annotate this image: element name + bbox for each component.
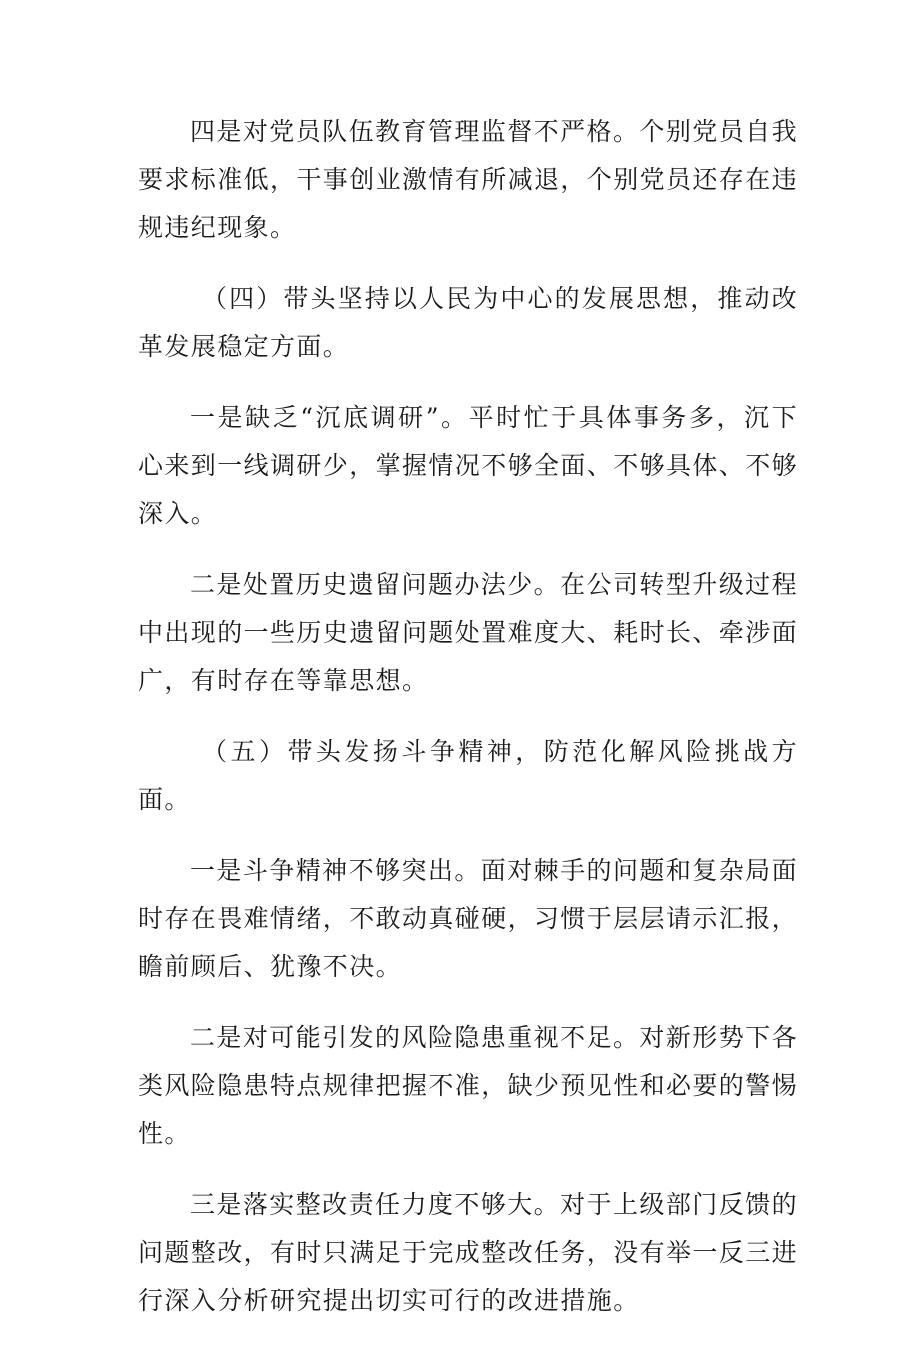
- paragraph-fighting-spirit: 一是斗争精神不够突出。面对棘手的问题和复杂局面时存在畏难情绪，不敢动真碰硬，习惯于层层请示汇报，瞻前顾后、犹豫不决。: [138, 856, 799, 981]
- paragraph-lack-of-research: 一是缺乏“沉底调研”。平时忙于具体事务多，沉下心来到一线调研少，掌握情况不够全面、不够具体、不够深入。: [138, 403, 799, 528]
- paragraph-rectification: 三是落实整改责任力度不够大。对于上级部门反馈的问题整改，有时只满足于完成整改任务，没有举一反三进行深入分析研究提出切实可行的改进措施。: [138, 1190, 799, 1315]
- document-body: [138, 108, 798, 1348]
- section-heading-four: （四）带头坚持以人民为中心的发展思想，推动改革发展稳定方面。: [138, 284, 798, 361]
- section-heading-five: （五）带头发扬斗争精神，防范化解风险挑战方面。: [138, 737, 798, 814]
- paragraph-legacy-issues: 二是处置历史遗留问题办法少。在公司转型升级过程中出现的一些历史遗留问题处置难度大、耗时长、牵涉面广，有时存在等靠思想。: [138, 570, 799, 695]
- paragraph-risk-awareness: 二是对可能引发的风险隐患重视不足。对新形势下各类风险隐患特点规律把握不准，缺少预见性和必要的警惕性。: [138, 1023, 799, 1148]
- paragraph-party-member-supervision: 四是对党员队伍教育管理监督不严格。个别党员自我要求标准低，干事创业激情有所减退，个别党员还存在违规违纪现象。: [138, 117, 799, 242]
